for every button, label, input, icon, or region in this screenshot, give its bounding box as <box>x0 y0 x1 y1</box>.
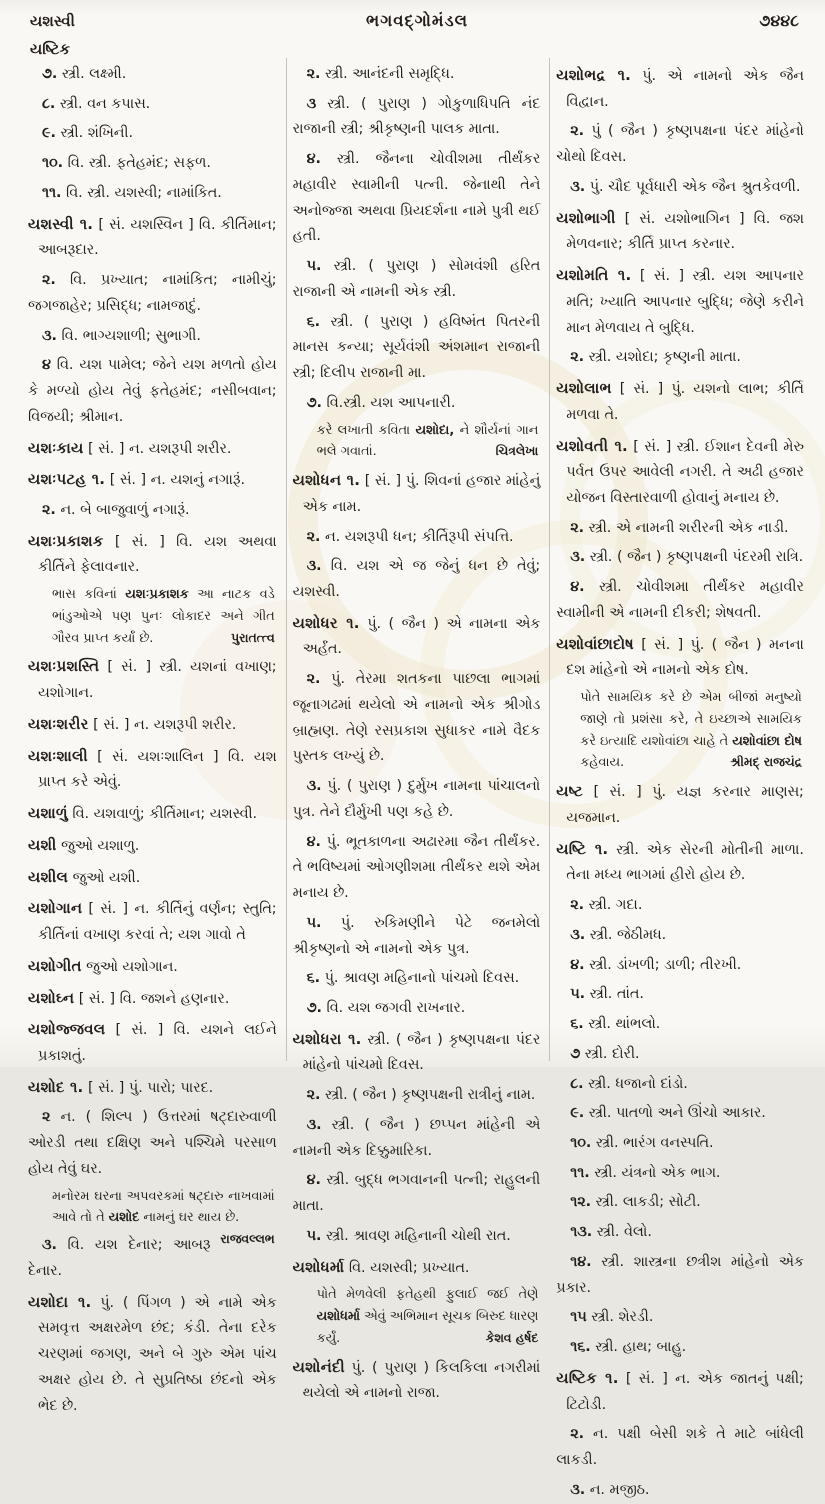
dictionary-entry: યશોધન ૧. [ સં. ] પું. શિવનાં હજાર માંહેનું એક નામ. <box>292 471 541 515</box>
sense-item: ૪. સ્ત્રી. ચોવીશમા તીર્થંકર મહાવીર સ્વામીની એ નામની દીકરી; શેષવતી. <box>556 579 804 621</box>
sense-item: ૧૩. સ્ત્રી. વેલો. <box>570 1224 652 1241</box>
dictionary-entry: યશોભદ્ર ૧. પું. એ નામનો એક જૈન વિદ્વાન. <box>556 66 804 110</box>
bold-text: ૩. <box>570 926 586 943</box>
headword: યશોધરા ૧. <box>292 1029 362 1048</box>
headword: યશોદા ૧. <box>28 1292 92 1311</box>
bold-text: ૨. <box>306 671 321 688</box>
bold-text: યશોદા, <box>415 422 455 438</box>
guide-words <box>30 8 75 64</box>
sense-item: ૩. સ્ત્રી. ( જૈન ) કૃષ્ણપક્ષની પંદરમી રાત્રિ. <box>570 549 804 566</box>
dictionary-entry: યષ્ટિ ૧. સ્ત્રી. એક સેરની મોતીની માળા. તેના મધ્ય ભાગમાં હીરો હોય છે. <box>556 839 804 884</box>
headword: યષ્ટ <box>556 782 583 801</box>
quotation: પોતે સામયિક કરે છે એમ બીજાં મનુષ્યો જાણે તો પ્રશંસા કરે, તે ઇચ્છાએ સામયિક કરે ઇત્યાદિ યશોવાંછા ચાહે તે યશોવાંછા દોષ કહેવાય. શ્રીમદ્ રાજચંદ્ર <box>580 687 802 774</box>
bold-text: ૩. <box>570 178 586 195</box>
bold-text: ૧૧. <box>42 184 62 201</box>
dictionary-entry: યશઃપ્રકાશક [ સં. ] વિ. યશ અથવા કીર્તિને ફેલાવનાર. <box>28 531 277 576</box>
headword: યશોગીત <box>28 956 82 975</box>
sense-item: ૧૧. વિ. સ્ત્રી. યશસ્વી; નામાંકિત. <box>42 184 222 201</box>
bold-text: ૨. <box>570 123 585 140</box>
sense-item: ૧૬. સ્ત્રી. હાથ; બાહુ. <box>570 1339 687 1356</box>
sense-item: ૭. સ્ત્રી. લક્ષ્મી. <box>42 66 127 82</box>
sense-item: ૩. વિ. યશ એ જ જેનું ધન છે તેવું; યશસ્વી. <box>292 558 541 600</box>
bold-text: ૩ <box>306 95 317 112</box>
headword: યશોલાભ <box>556 379 612 398</box>
dictionary-entry: યશોજ્જવલ [ સં. ] વિ. યશને લઈને પ્રકાશતું. <box>28 1020 277 1065</box>
headword: યશોઘ્ન <box>28 988 75 1007</box>
bold-text: ૧૦. <box>570 1134 592 1151</box>
dictionary-entry: યશોમતિ ૧. [ સં. ] સ્ત્રી. યશ આપનાર મતિ; ખ્યાતિ આપનાર બુદ્ધિ; જેણે કરીને માન મેળવાય તે બુદ્ધિ. <box>556 266 804 336</box>
headword: યષ્ટિક ૧. <box>556 1368 619 1387</box>
bold-text: યશઃપ્રકાશક <box>125 587 189 603</box>
dictionary-column-2 <box>286 58 550 1402</box>
bold-text: ૬. <box>306 970 321 987</box>
sense-item: ૨. સ્ત્રી. ( જૈન ) કૃષ્ણપક્ષની રાત્રીનું નામ. <box>306 1087 536 1104</box>
headword: યશસ્વી ૧. <box>28 214 94 233</box>
bold-text: ૨. <box>570 349 585 366</box>
bold-text: ૯. <box>570 1105 585 1122</box>
bold-text: ૨. <box>306 528 321 545</box>
bold-text: ૮. <box>42 95 56 112</box>
sense-item: ૨. સ્ત્રી. ગદા. <box>570 897 643 914</box>
bold-text: યશોવાંછા દોષ <box>732 733 802 749</box>
sense-item: ૩. સ્ત્રી. ( જૈન ) છપ્પન માંહેની એ નામની એક દિક્કુમારિકા. <box>292 1116 541 1159</box>
headword: યષ્ટિ ૧. <box>556 839 609 858</box>
headword: યશઃશરીર <box>28 714 89 733</box>
bold-text: ૨. <box>306 66 321 82</box>
dictionary-entry: યશોગાન [ સં. ] ન. કીર્તિનું વર્ણન; સ્તુતિ; કીર્તિનાં વખાણ કરવાં તે; યશ ગાવો તે <box>28 899 277 944</box>
sense-item: ૨. ન. પક્ષી બેસી શકે તે માટે બાંધેલી લાકડી. <box>556 1426 804 1469</box>
sense-item: ૩. વિ. ભાગ્યશાળી; સુભાગી. <box>42 327 201 344</box>
quote-attribution: પુરાતત્ત્વ <box>231 630 275 645</box>
bold-text: ૪ <box>42 357 51 374</box>
sense-item: ૪. સ્ત્રી. જૈનના ચોવીશમા તીર્થંકર મહાવીર સ્વામીની પત્ની. જેનાથી તેને અનોજ્જા અથવા પ્રિયદર્શના નામે પુત્રી થઈ હતી. <box>292 151 541 245</box>
sense-item: ૨. સ્ત્રી. યશોદા; કૃષ્ણની માતા. <box>570 349 741 366</box>
headword: યશોજ્જવલ <box>28 1020 106 1039</box>
bold-text: ૩. <box>306 778 322 795</box>
dictionary-entry: યશીલ જુઓ યશી. <box>28 867 141 886</box>
sense-item: ૪. સ્ત્રી. ડાંખળી; ડાળી; તીરખી. <box>570 956 742 973</box>
sense-item: ૨. ન. યશરૂપી ધન; કીર્તિરૂપી સંપત્તિ. <box>306 528 514 545</box>
dictionary-entry: યશી જુઓ યશાળુ. <box>28 835 140 854</box>
guide-word-bottom: યષ્ટિક <box>30 39 71 58</box>
bold-text: ૨. <box>42 502 56 519</box>
dictionary-entry: યશઃશરીર [ સં. ] ન. યશરૂપી શરીર. <box>28 714 237 733</box>
dictionary-entry: યશોઘ્ન [ સં. ] વિ. જશને હણનાર. <box>28 988 230 1007</box>
headword: યશોધર્મા <box>292 1257 345 1276</box>
sense-item: ૧૦. સ્ત્રી. ભારંગ વનસ્પતિ. <box>570 1134 714 1151</box>
quotation: ભાસ કવિનાં યશઃપ્રકાશક આ નાટક વડે ભાંડુઓએ પણ પુનઃ લોકાદર અને ગીત ગૌરવ પ્રાપ્ત કર્યાં છે. પુરાતત્ત્વ <box>52 584 275 649</box>
bold-text: ૩. <box>306 1116 322 1133</box>
sense-item: ૪. પું. ભૂતકાળના અઢારમા જૈન તીર્થંકર. તે ભવિષ્યમાં ઓગણીશમા તીર્થંકર થશે એમ મનાય છે. <box>292 833 541 902</box>
dictionary-entry: યશસ્વી ૧. [ સં. યશસ્વિન ] વિ. કીર્તિમાન; આબરૂદાર. <box>28 214 277 259</box>
dictionary-columns <box>22 58 813 1498</box>
bold-text: ૨. <box>306 1087 321 1104</box>
sense-item: ૩ સ્ત્રી. ( પુરાણ ) ગોકુળાધિપતિ નંદ રાજાની સ્ત્રી; શ્રીકૃષ્ણની પાલક માતા. <box>292 95 541 138</box>
sense-item: ૨. પું ( જૈન ) કૃષ્ણપક્ષના પંદર માંહેનો ચોથો દિવસ. <box>556 123 804 166</box>
sense-item: ૧૧. સ્ત્રી. યંત્રનો એક ભાગ. <box>570 1164 721 1181</box>
headword: યશોધન ૧. <box>292 471 361 490</box>
bold-text: ૫. <box>306 1227 322 1244</box>
bold-text: ૪. <box>306 1172 321 1189</box>
headword: યશઃપટહ ૧. <box>28 470 106 489</box>
sense-item: ૭. વિ.સ્ત્રી. યશ આપનારી. <box>306 394 456 411</box>
sense-item: ૭ સ્ત્રી. દોરી. <box>570 1045 640 1062</box>
dictionary-entry: યશઃપ્રશસ્તિ [ સં. ] સ્ત્રી. યશનાં વખાણ; યશોગાન. <box>28 657 277 702</box>
bold-text: ૩. <box>306 558 322 575</box>
dictionary-entry: યશોગીત જુઓ યશોગાન. <box>28 956 178 975</box>
sense-item: ૯. સ્ત્રી. શંખિની. <box>42 125 134 142</box>
sense-item: ૨. વિ. પ્રખ્યાત; નામાંકિત; નામીચું; જગજાહેર; પ્રસિદ્ધ; નામજાદું. <box>28 272 277 314</box>
headword: યશઃપ્રકાશક <box>28 531 104 550</box>
bold-text: ૩. <box>42 327 57 344</box>
sense-item: ૨ ન. ( શિલ્પ ) ઉત્તરમાં ષટ્દારુવાળી ઓરડી તથા દક્ષિણ અને પશ્ચિમે પરસાળ હોય તેવું ઘર. <box>28 1109 277 1177</box>
headword: યશોદ ૧. <box>28 1077 84 1096</box>
sense-item: ૫. સ્ત્રી. તાંત. <box>570 986 644 1003</box>
sense-item: ૧૦. વિ. સ્ત્રી. ફતેહમંદ; સફળ. <box>42 155 211 172</box>
dictionary-entry: યશોભાગી [ સં. યશોભાગિન ] વિ. જશ મેળવનાર; કીર્તિ પ્રાપ્ત કરનાર. <box>556 208 804 253</box>
headword: યશોમતિ ૧. <box>556 266 632 285</box>
bold-text: ૮. <box>570 1075 584 1092</box>
bold-text: ૪. <box>306 151 321 168</box>
dictionary-entry: યશઃકાય [ સં. ] ન. યશરૂપી શરીર. <box>28 438 232 457</box>
bold-text: ૭. <box>306 394 322 411</box>
sense-item: ૧૪. સ્ત્રી. શાસ્ત્રના છત્રીશ માંહેનો એક પ્રકાર. <box>556 1253 804 1296</box>
bold-text: ૫. <box>570 986 586 1003</box>
sense-item: ૫. પું. રુકિમણીને પેટે જનમેલો શ્રીકૃષ્ણનો એ નામનો એક પુત્ર. <box>292 914 541 957</box>
bold-text: ૧૨. <box>570 1194 592 1211</box>
bold-text: ૨ <box>42 1109 51 1126</box>
headword: યશઃશાલી <box>28 746 88 765</box>
quotation: પોતે મેળવેલી ફતેહથી ફુલાઈ જઈ તેણે યશોધર્મા એવું અભિમાન સૂચક બિરુદ ધારણ કર્યું. કેશવ હર્ષદ <box>317 1284 539 1349</box>
dictionary-entry: યશઃપટહ ૧. [ સં. ] ન. યશનું નગારૂં. <box>28 470 246 489</box>
headword: યશોભાગી <box>556 208 616 227</box>
quotation: કરે લખાતી કવિતા યશોદા, ને શૌર્યનાં ગાન ભલે ગવાતાં. ચિત્રલેખા <box>317 420 539 464</box>
bold-text: ૯. <box>42 125 56 142</box>
sense-item: ૨. સ્ત્રી. એ નામની શરીરની એક નાડી. <box>570 519 789 536</box>
bold-text: ૪. <box>570 956 585 973</box>
headword: યશીલ <box>28 867 69 886</box>
headword: યશોભદ્ર ૧. <box>556 66 632 84</box>
bold-text: ૧૫ <box>570 1309 587 1326</box>
sense-item: ૨. સ્ત્રી. આનંદની સમૃદ્ધિ. <box>306 66 455 82</box>
dictionary-entry: યષ્ટિક ૧. [ સં. ] ન. એક જાતનું પક્ષી; ટિટોડી. <box>556 1368 804 1413</box>
sense-item: ૧૫ સ્ત્રી. શેરડી. <box>570 1309 654 1326</box>
dictionary-column-3 <box>549 58 813 1498</box>
dictionary-column-1 <box>22 58 286 1414</box>
page-number: ૭૪૪૮ <box>759 11 799 30</box>
dictionary-entry: યશોદા ૧. પું. ( પિંગળ ) એ નામે એક સમવૃત્ત અક્ષરમેળ છંદ; કંડી. તેના દરેક ચરણમાં જગણ, અને બે ગુરુ એમ પાંચ અક્ષર હોય છે. તે સુપ્રતિષ્ઠા છંદનો એક ભેદ છે. <box>28 1292 277 1414</box>
dictionary-entry: યશોધર્મા વિ. યશસ્વી; પ્રખ્યાત. <box>292 1257 470 1276</box>
sense-item: ૭. વિ. યશ જગવી રાખનાર. <box>306 1000 466 1016</box>
quote-attribution: શ્રીમદ્ રાજચંદ્ર <box>730 755 802 770</box>
quotation: મનોરમ ઘરના અપવરકમાં ષટ્દારુ નાખવામાં આવે તો તે યશોદ નામનું ઘર થાય છે. રાજવલ્લભ <box>52 1186 275 1230</box>
sense-item: ૮. સ્ત્રી. ધજાનો દાંડો. <box>570 1075 688 1092</box>
sense-item: ૬. સ્ત્રી. ( પુરાણ ) હવિષ્મંત પિતરની માનસ કન્યા; સૂર્યવંશી અંશમાન રાજાની સ્ત્રી; દિલીપ રાજાની મા. <box>292 313 541 382</box>
quote-attribution: ચિત્રલેખા <box>495 444 539 459</box>
page-title: ભગવદ્ગોમંડલ <box>366 11 469 30</box>
sense-item: ૮. સ્ત્રી. વન કપાસ. <box>42 95 151 112</box>
dictionary-entry: યશાળું વિ. યશવાળું; કીર્તિમાન; યશસ્વી. <box>28 804 258 823</box>
bold-text: ૧૩. <box>570 1224 593 1241</box>
bold-text: યશોધર્મા <box>316 1309 361 1325</box>
bold-text: ૨. <box>570 1426 585 1443</box>
sense-item: ૩. સ્ત્રી. જેઠીમધ. <box>570 926 667 943</box>
sense-item: ૯. સ્ત્રી. પાતળો અને ઊંચો આકાર. <box>570 1105 766 1122</box>
dictionary-entry: યશોદ ૧. [ સં. ] પું. પારો; પારદ. <box>28 1077 214 1096</box>
sense-item: ૫. સ્ત્રી. શ્રાવણ મહિનાની ચોથી રાત. <box>306 1227 511 1244</box>
headword: યશોધર ૧. <box>292 613 360 632</box>
sense-item: ૧૨. સ્ત્રી. લાકડી; સોટી. <box>570 1194 701 1211</box>
sense-item: ૨. પું. તેરમા શતકના પાછલા ભાગમાં જૂનાગઢમાં થયેલો એ નામનો એક શ્રીગોડ બ્રાહ્મણ. તેણે રસપ્રકાશ સુધાકર નામે વૈદક પુસ્તક લખ્યું છે. <box>292 671 541 765</box>
sense-item: ૪ વિ. યશ પામેલ; જેને યશ મળતો હોય કે મળ્યો હોય તેવું ફતેહમંદ; નસીબવાન; વિજયી; શ્રીમાન. <box>28 357 277 425</box>
page-header <box>30 8 799 64</box>
bold-text: ૨. <box>570 897 585 914</box>
sense-item: ૨. ન. બે બાજુવાળું નગારૂં. <box>42 502 190 519</box>
dictionary-entry: યષ્ટ [ સં. ] પું. યજ્ઞ કરનાર માણસ; યજમાન. <box>556 782 804 826</box>
dictionary-entry: યશોવતી ૧. [ સં. ] સ્ત્રી. ઈશાન દેવની મેરુ પર્વત ઉપર આવેલી નગરી. તે અઢી હજાર યોજન વિસ્તારવાળી હોવાનું મનાય છે. <box>556 436 804 507</box>
headword: યશોવાંછાદોષ <box>556 634 634 653</box>
bold-text: ૨. <box>42 272 56 289</box>
sense-item: ૩. વિ. યશ દેનાર; આબરૂ દેનાર. <box>28 1237 211 1279</box>
bold-text: ૪. <box>306 833 321 850</box>
dictionary-entry: યશોનંદી પું. ( પુરાણ ) કિલકિલા નગરીમાં થયેલો એ નામનો રાજા. <box>292 1357 541 1402</box>
quote-attribution: રાજવલ્લભ <box>220 1232 275 1247</box>
sense-item: ૪. સ્ત્રી. બુદ્ધ ભગવાનની પત્ની; રાહુલની માતા. <box>292 1172 541 1215</box>
sense-item: ૬. સ્ત્રી. થાંભલો. <box>570 1016 661 1033</box>
sense-item: ૩. પું. ( પુરાણ ) દુર્મુખ નામના પાંચાલનો પુત્ર. તેને દૌર્મુખી પણ કહે છે. <box>292 778 541 820</box>
headword: યશઃપ્રશસ્તિ <box>28 657 100 676</box>
bold-text: ૧૪. <box>570 1253 592 1270</box>
bold-text: ૭. <box>42 66 58 82</box>
quote-attribution: કેશવ હર્ષદ <box>485 1330 539 1345</box>
bold-text: યશોદ <box>108 1210 140 1226</box>
bold-text: ૬. <box>306 313 321 330</box>
bold-text: ૩. <box>42 1237 57 1254</box>
bold-text: ૭ <box>570 1045 581 1062</box>
sense-item: ૬. પું. શ્રાવણ મહિનાનો પાંચમો દિવસ. <box>306 970 520 987</box>
bold-text: ૫. <box>306 258 322 275</box>
bold-text: ૭. <box>306 1000 322 1016</box>
dictionary-entry: યશઃશાલી [ સં. યશઃશાલિન ] વિ. યશ પ્રાપ્ત કરે એવું. <box>28 746 277 791</box>
sense-item: ૩. ન. મજીઠ. <box>570 1481 650 1498</box>
dictionary-entry: યશોધર ૧. પું. ( જૈન ) એ નામના એક અર્હંત. <box>292 613 541 658</box>
bold-text: ૩. <box>570 549 586 566</box>
headword: યશઃકાય <box>28 438 84 457</box>
bold-text: ૪. <box>570 579 585 596</box>
headword: યશી <box>28 835 57 854</box>
dictionary-entry: યશોવાંછાદોષ [ સં. ] પું. ( જૈન ) મનના દશ માંહેનો એ નામનો એક દોષ. <box>556 634 804 679</box>
bold-text: ૨. <box>570 519 585 536</box>
bold-text: ૫. <box>306 914 322 931</box>
dictionary-entry: યશોધરા ૧. સ્ત્રી. ( જૈન ) કૃષ્ણપક્ષના પંદર માંહેનો પાંચમો દિવસ. <box>292 1029 541 1074</box>
bold-text: ૧૦. <box>42 155 64 172</box>
bold-text: ૬. <box>570 1016 584 1033</box>
headword: યશોનંદી <box>292 1357 345 1376</box>
headword: યશાળું <box>28 804 68 823</box>
bold-text: ૧૬. <box>570 1339 591 1356</box>
bold-text: ૧૧. <box>570 1164 590 1181</box>
sense-item: ૩. પું. ચૌદ પૂર્વધારી એક જૈન શ્રુતકેવળી. <box>570 178 801 195</box>
bold-text: ૩. <box>570 1481 586 1498</box>
sense-item: ૫. સ્ત્રી. ( પુરાણ ) સોમવંશી હરિત રાજાની એ નામની એક સ્ત્રી. <box>292 258 541 300</box>
headword: યશોવતી ૧. <box>556 436 628 455</box>
guide-word-top: યશસ્વી <box>30 12 75 30</box>
dictionary-entry: યશોલાભ [ સં. ] પું. યશનો લાભ; કીર્તિ મળવા તે. <box>556 379 804 423</box>
headword: યશોગાન <box>28 899 83 918</box>
